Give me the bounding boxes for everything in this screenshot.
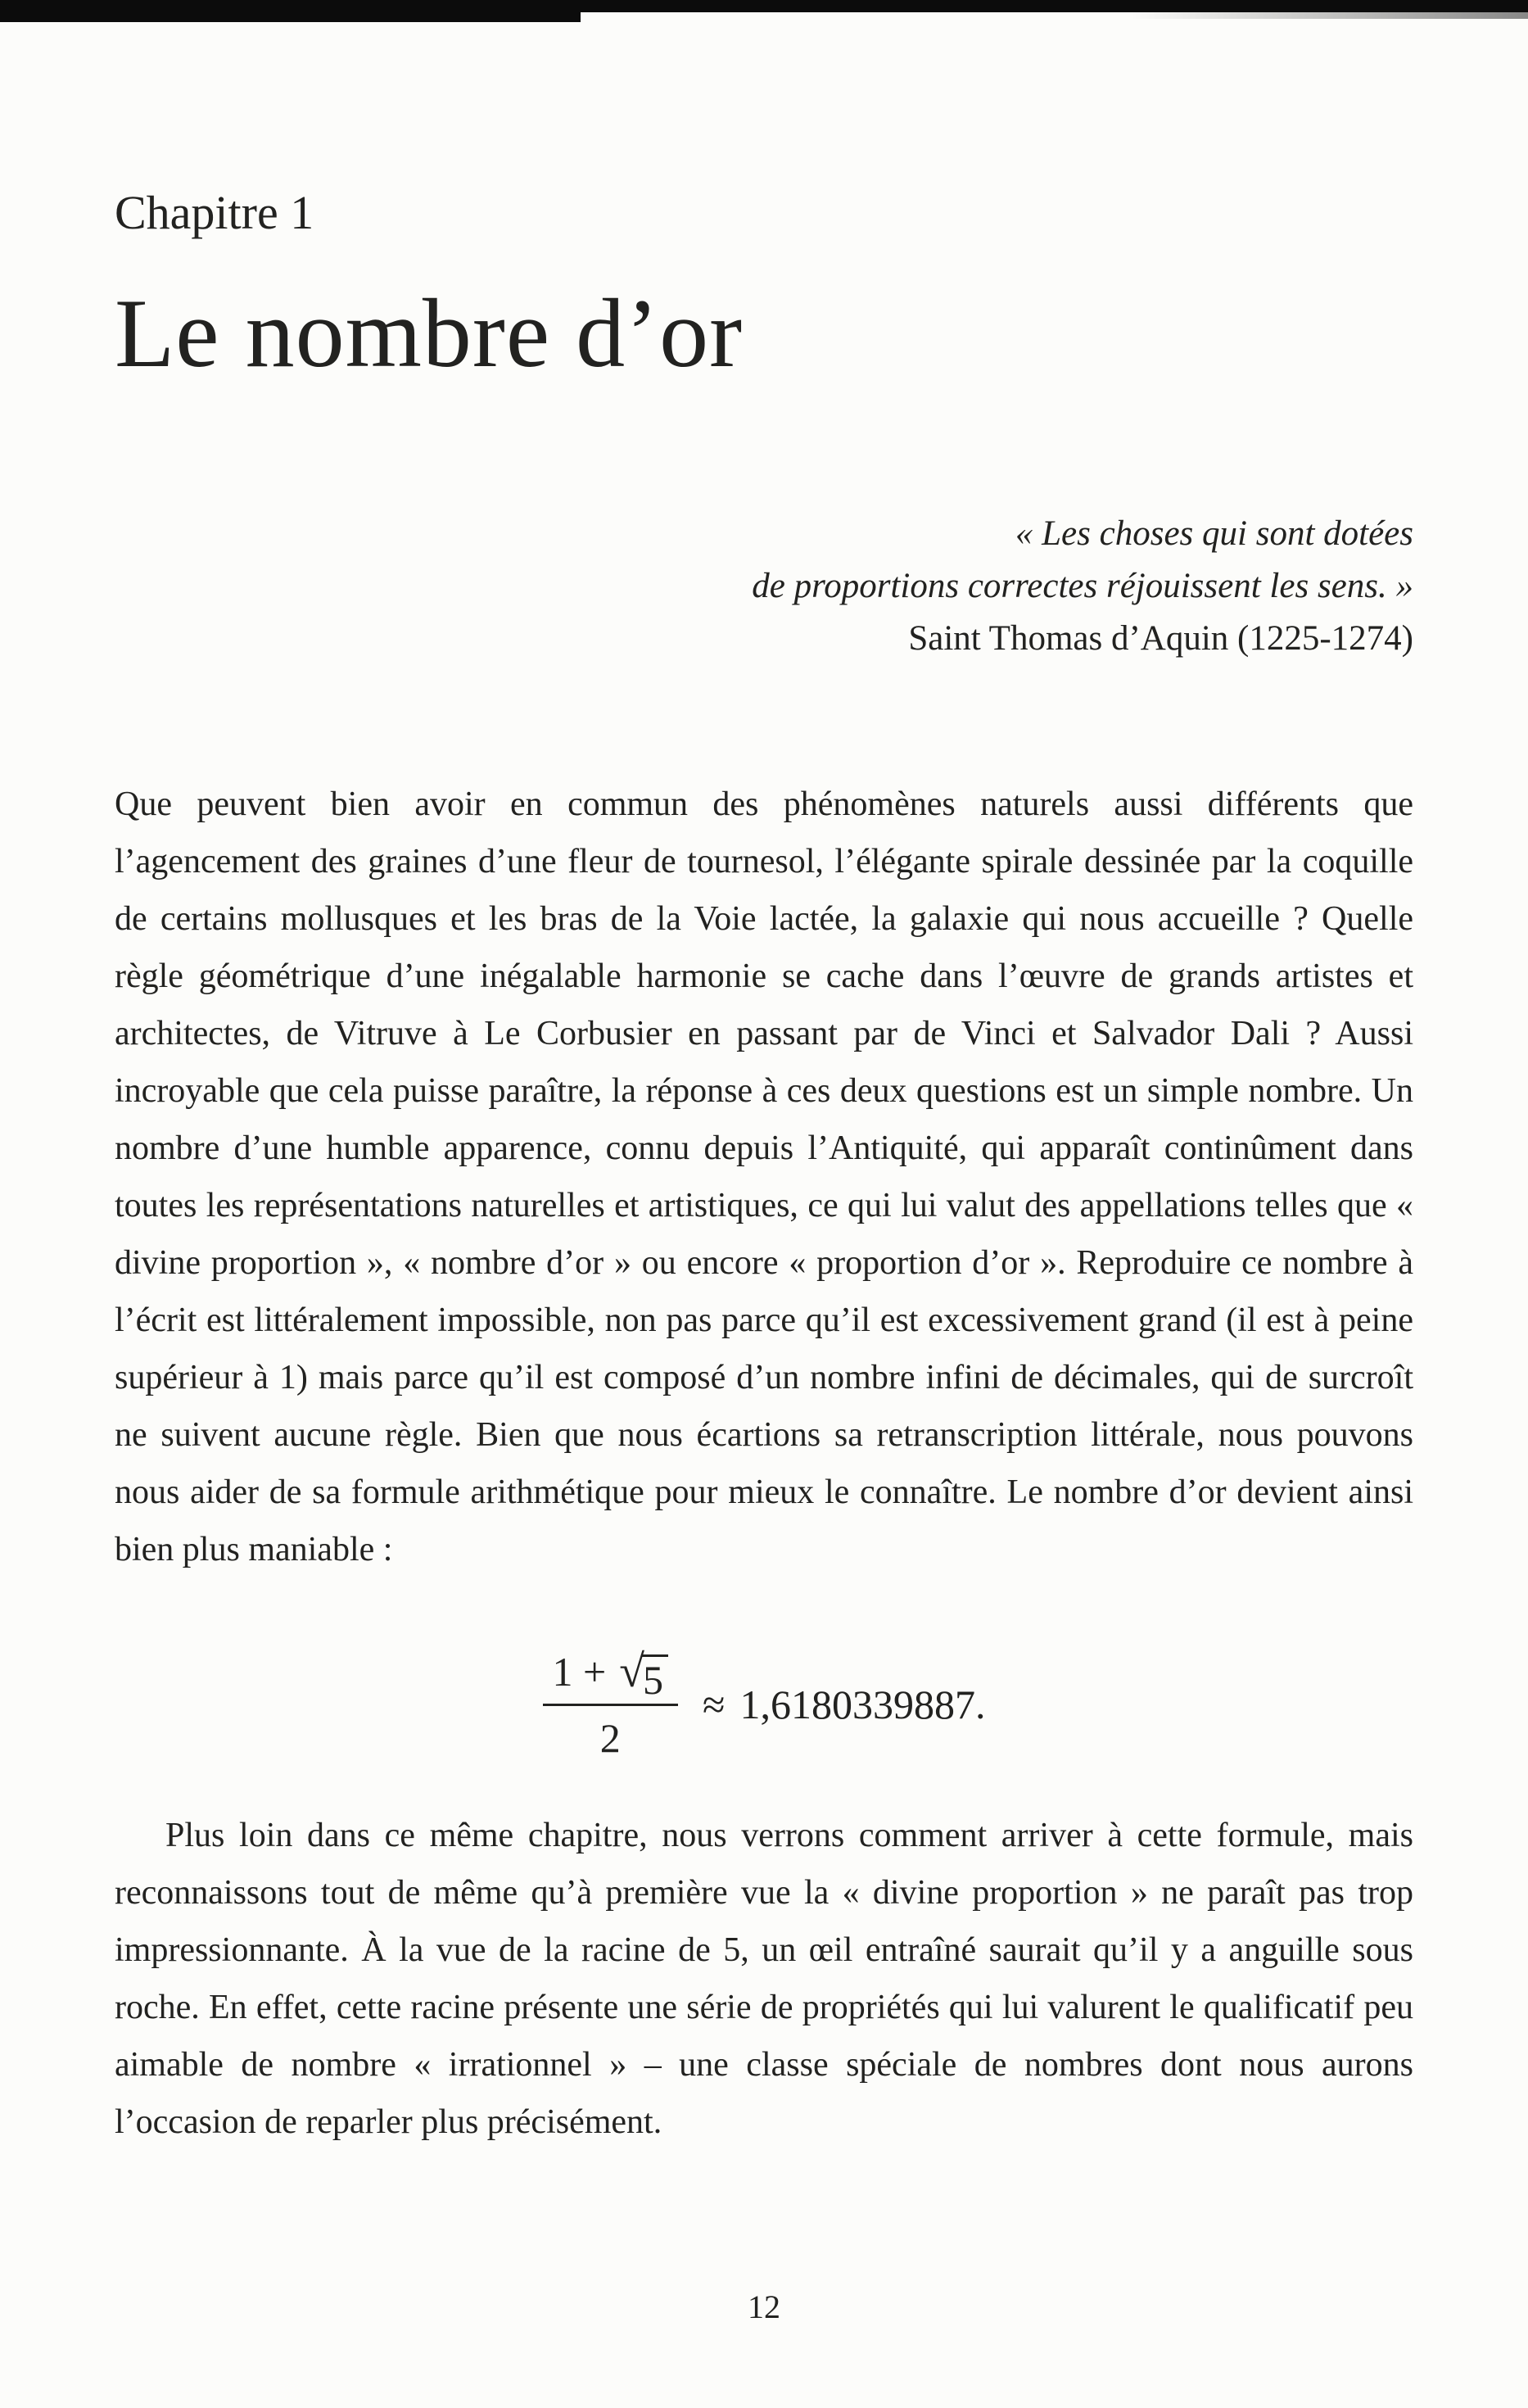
formula-result: [703, 1681, 985, 1728]
approx-symbol: ≈: [702, 1682, 726, 1728]
chapter-title: Le nombre d’or: [115, 278, 744, 387]
epigraph-quote-line-1: « Les choses qui sont dotées: [1015, 514, 1413, 553]
square-root-expression: [616, 1645, 668, 1703]
epigraph-quote-line-2: de proportions correctes réjouissent les sens. »: [752, 566, 1413, 605]
golden-ratio-formula: [115, 1645, 1413, 1762]
scan-artifact-bar-left: [0, 0, 581, 22]
formula-radicand: 5: [641, 1654, 668, 1700]
paragraph-followup: Plus loin dans ce même chapitre, nous verrons comment arriver à cette formule, mais reconnaissons tout de même qu’à première vue la « divine proportion » ne paraît pas trop impressionnante. À la vue de la racine de 5, un œil entraîné saurait qu’il y a anguille sous roche. En effet, cette racine présente une série de propriétés qui lui valurent le qualificatif peu aimable de nombre « irrationnel » – une classe spéciale de nombres dont nous aurons l’occasion de reparler plus précisément.: [115, 1816, 1413, 2141]
formula-numerator-prefix: 1 +: [552, 1648, 607, 1695]
formula-denominator: 2: [599, 1714, 621, 1761]
golden-ratio-value: 1,6180339887.: [739, 1682, 986, 1728]
epigraph-attribution: Saint Thomas d’Aquin (1225-1274): [908, 618, 1413, 658]
chapter-label: Chapitre 1: [115, 186, 314, 239]
formula-fraction: [543, 1645, 678, 1762]
radical-sign-icon: √: [619, 1645, 644, 1697]
page-number: 12: [748, 2288, 780, 2325]
paragraph-intro: Que peuvent bien avoir en commun des phénomènes naturels aussi différents que l’agencement des graines d’une fleur de tournesol, l’élégante spirale dessinée par la coquille de certains mollusques et les bras de la Voie lactée, la galaxie qui nous accueille ? Quelle règle géométrique d’une inégalable harmonie se cache dans l’œuvre de grands artistes et architectes, de Vitruve à Le Corbusier en passant par de Vinci et Salvador Dali ? Aussi incroyable que cela puisse paraître, la réponse à ces deux questions est un simple nombre. Un nombre d’une humble apparence, connu depuis l’Antiquité, qui apparaît continûment dans toutes les représentations naturelles et artistiques, ce qui lui valut des appellations telles que « divine proportion », « nombre d’or » ou encore « proportion d’or ». Reproduire ce nombre à l’écrit est littéralement impossible, non pas parce qu’il est excessivement grand (il est à peine supérieur à 1) mais parce qu’il est composé d’un nombre infini de décimales, qui de surcroît ne suivent aucune règle. Bien que nous écartions sa retranscription littérale, nous pouvons nous aider de sa formule arithmétique pour mieux le connaître. Le nombre d’or devient ainsi bien plus maniable :: [115, 785, 1413, 1568]
formula-numerator: [543, 1645, 678, 1706]
epigraph: [115, 508, 1413, 665]
scan-artifact-smudge: [1131, 12, 1528, 19]
